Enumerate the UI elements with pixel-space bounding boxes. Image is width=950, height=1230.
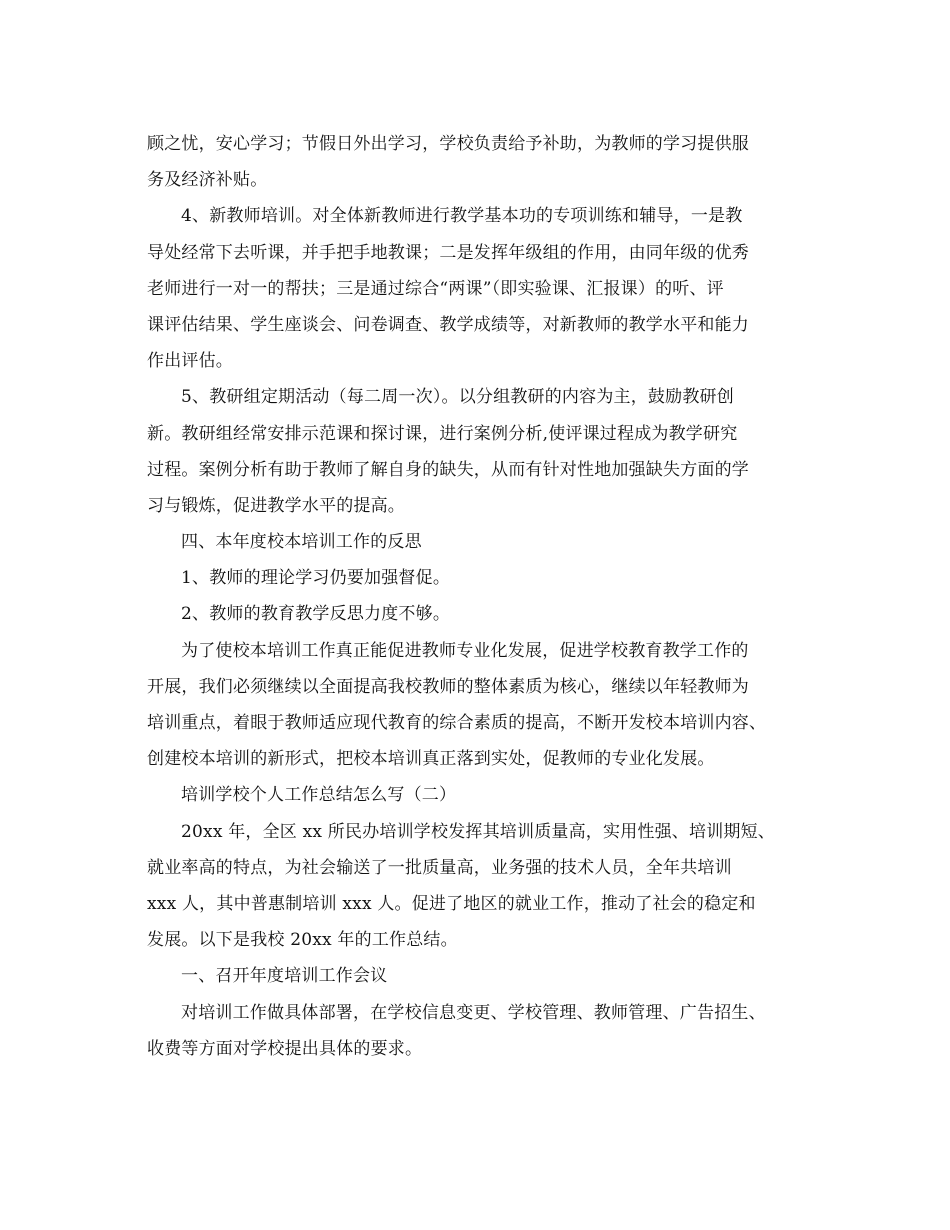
text-line: 四、本年度校本培训工作的反思 (181, 532, 422, 553)
text-line: 就业率高的特点，为社会输送了一批质量高，业务强的技术人员，全年共培训 (147, 857, 732, 878)
text-line: 发展。以下是我校 20xx 年的工作总结。 (147, 930, 458, 951)
text-line: 创建校本培训的新形式，把校本培训真正落到实处，促教师的专业化发展。 (147, 749, 715, 770)
text-line: 一、召开年度培训工作会议 (181, 966, 388, 987)
text-line: 老师进行一对一的帮扶；三是通过综合“两课”（即实验课、汇报课）的听、评 (147, 278, 724, 299)
text-line: 2、教师的教育教学反思力度不够。 (181, 604, 451, 625)
text-line: xxx 人，其中普惠制培训 xxx 人。促进了地区的就业工作，推动了社会的稳定和 (147, 893, 756, 914)
text-line: 4、新教师培训。对全体新教师进行教学基本功的专项训练和辅导，一是教 (181, 206, 743, 227)
text-line: 对培训工作做具体部署，在学校信息变更、学校管理、教师管理、广告招生、 (181, 1002, 766, 1023)
text-line: 培训重点，着眼于教师适应现代教育的综合素质的提高，不断开发校本培训内容、 (147, 713, 767, 733)
text-line: 务及经济补贴。 (147, 170, 268, 191)
text-line: 1、教师的理论学习仍要加强督促。 (181, 568, 451, 589)
text-line: 顾之忧，安心学习；节假日外出学习，学校负责给予补助，为教师的学习提供服 (147, 134, 749, 154)
text-line: 作出评估。 (147, 351, 233, 372)
text-line: 开展，我们必须继续以全面提高我校教师的整体素质为核心，继续以年轻教师为 (147, 676, 749, 697)
text-line: 收费等方面对学校提出具体的要求。 (147, 1038, 423, 1059)
text-line: 培训学校个人工作总结怎么写（二） (181, 785, 457, 806)
text-line: 课评估结果、学生座谈会、问卷调查、教学成绩等，对新教师的教学水平和能力 (147, 314, 749, 335)
text-line: 为了使校本培训工作真正能促进教师专业化发展，促进学校教育教学工作的 (181, 640, 749, 661)
text-line: 过程。案例分析有助于教师了解自身的缺失，从而有针对性地加强缺失方面的学 (147, 459, 749, 480)
text-line: 20xx 年，全区 xx 所民办培训学校发挥其培训质量高，实用性强、培训期短、 (181, 821, 775, 842)
text-line: 习与锻炼，促进教学水平的提高。 (147, 495, 405, 516)
text-line: 新。教研组经常安排示范课和探讨课，进行案例分析,使评课过程成为教学研究 (147, 423, 738, 444)
document-body (147, 126, 817, 1067)
text-line: 导处经常下去听课，并手把手地教课；二是发挥年级组的作用，由同年级的优秀 (147, 242, 749, 263)
text-line: 5、教研组定期活动（每二周一次）。以分组教研的内容为主，鼓励教研创 (181, 387, 734, 408)
